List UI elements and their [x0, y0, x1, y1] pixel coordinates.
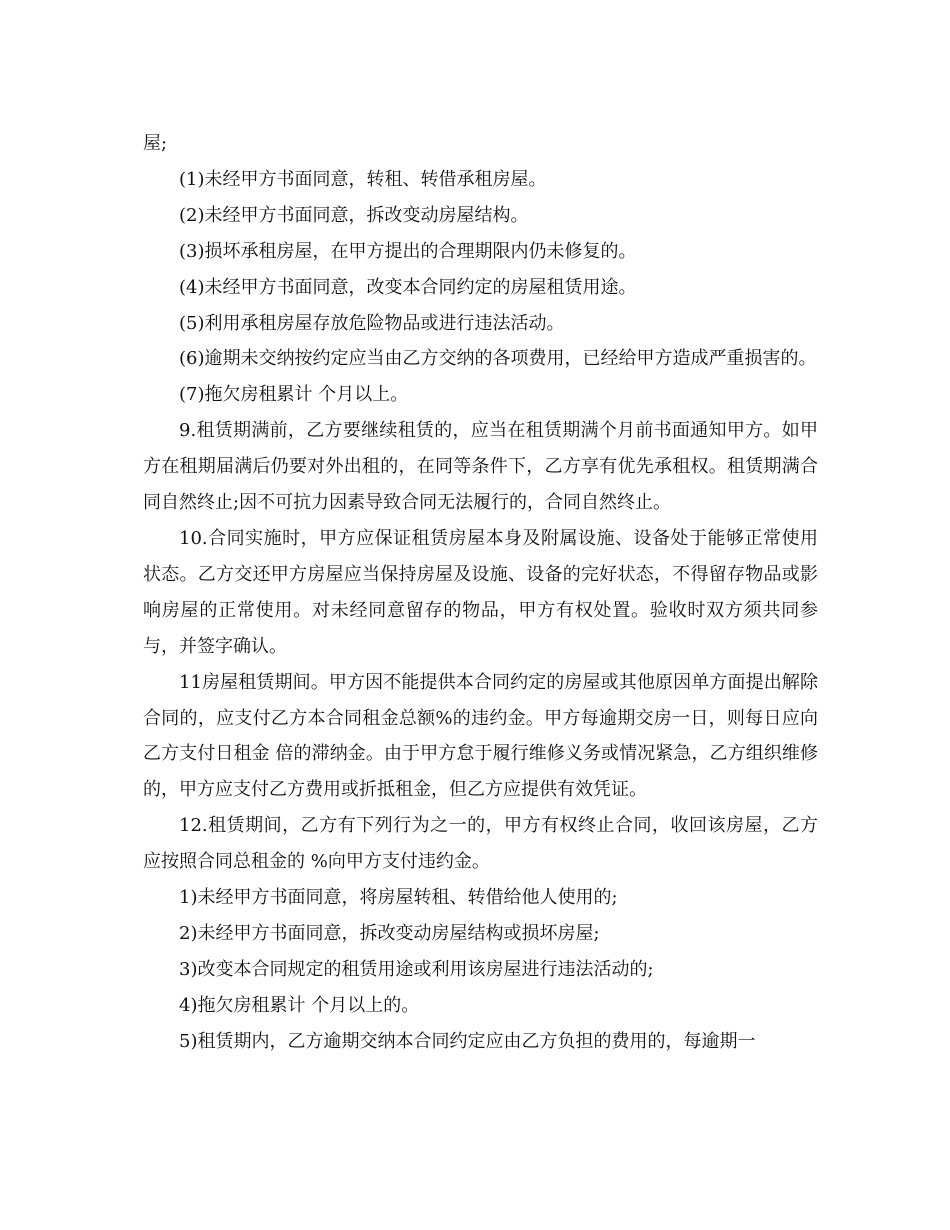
paragraph: 10.合同实施时，甲方应保证租赁房屋本身及附属设施、设备处于能够正常使用状态。乙方交还甲方房屋应当保持房屋及设施、设备的完好状态，不得留存物品或影响房屋的正常使用。对未经同意留存的物品，甲方有权处置。验收时双方须共同参与，并签字确认。: [143, 527, 818, 657]
paragraph: (3)损坏承租房屋，在甲方提出的合理期限内仍未修复的。: [179, 240, 637, 262]
paragraph: (1)未经甲方书面同意，转租、转借承租房屋。: [179, 168, 547, 190]
paragraph: (7)拖欠房租累计 个月以上。: [179, 384, 409, 406]
paragraph: 屋;: [143, 133, 168, 154]
paragraph: 5)租赁期内，乙方逾期交纳本合同约定应由乙方负担的费用的，每逾期一: [179, 1030, 756, 1052]
document-body: [143, 126, 818, 1060]
paragraph: 11房屋租赁期间。甲方因不能提供本合同约定的房屋或其他原因单方面提出解除合同的，应支付乙方本合同租金总额%的违约金。甲方每逾期交房一日，则每日应向乙方支付日租金 倍的滞纳金。由于甲方怠于履行维修义务或情况紧急，乙方组织维修的，甲方应支付乙方费用或折抵租金，但乙方应提供有效凭证。: [143, 671, 818, 801]
paragraph: (2)未经甲方书面同意，拆改变动房屋结构。: [179, 204, 529, 226]
paragraph: (4)未经甲方书面同意，改变本合同约定的房屋租赁用途。: [179, 276, 637, 298]
paragraph: 2)未经甲方书面同意，拆改变动房屋结构或损坏房屋;: [179, 922, 600, 944]
paragraph: 3)改变本合同规定的租赁用途或利用该房屋进行违法活动的;: [179, 958, 654, 980]
paragraph: (5)利用承租房屋存放危险物品或进行违法活动。: [179, 312, 565, 334]
paragraph: 4)拖欠房租累计 个月以上的。: [179, 994, 420, 1016]
paragraph: 9.租赁期满前，乙方要继续租赁的，应当在租赁期满个月前书面通知甲方。如甲方在租期届满后仍要对外出租的，在同等条件下，乙方享有优先承租权。租赁期满合同自然终止;因不可抗力因素导致合同无法履行的，合同自然终止。: [143, 420, 818, 514]
paragraph: 12.租赁期间，乙方有下列行为之一的，甲方有权终止合同，收回该房屋，乙方应按照合同总租金的 %向甲方支付违约金。: [143, 815, 818, 873]
paragraph: (6)逾期未交纳按约定应当由乙方交纳的各项费用，已经给甲方造成严重损害的。: [179, 348, 817, 370]
paragraph: 1)未经甲方书面同意，将房屋转租、转借给他人使用的;: [179, 887, 618, 909]
